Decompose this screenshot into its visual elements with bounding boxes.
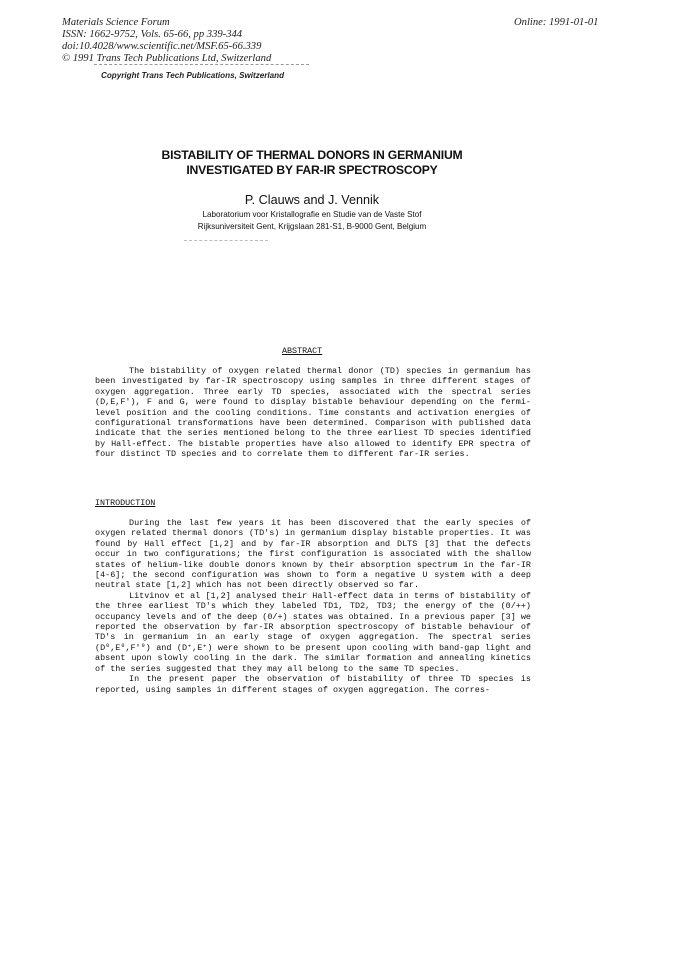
online-date: Online: 1991-01-01 <box>514 17 599 28</box>
affiliation <box>120 209 504 232</box>
title-line-1: BISTABILITY OF THERMAL DONORS IN GERMANIUM <box>161 148 463 162</box>
intro-paragraph-2 <box>95 591 531 674</box>
scan-artifact-line <box>94 64 309 65</box>
publisher-line: © 1991 Trans Tech Publications Ltd, Switzerland <box>62 53 272 64</box>
issn-line: ISSN: 1662-9752, Vols. 65-66, pp 339-344 <box>62 29 243 40</box>
copyright-notice: Copyright Trans Tech Publications, Switzerland <box>101 71 285 80</box>
abstract-paragraph: The bistability of oxygen related thermal donor (TD) species in germanium has been investigated by far-IR spectroscopy using samples in three different stages of oxygen aggregation. Three early TD species, associated with the spectral series (D,E,F'), F and G, were found to display bistable behaviour depending on the fermi-level position and the cooling conditions. Time constants and activation energies of configurational transformations have been determined. Comparison with published data indicate that the series mentioned belong to the three earliest TD species identified by Hall-effect. The bistable properties have also allowed to identify EPR spectra of four distinct TD species and to correlate them to different far-IR series. <box>95 366 531 460</box>
journal-name: Materials Science Forum <box>62 17 170 28</box>
conjunction: and <box>156 642 172 653</box>
title-line-2: INVESTIGATED BY FAR-IR SPECTROSCOPY <box>186 163 438 177</box>
doi-line[interactable]: doi:10.4028/www.scientific.net/MSF.65-66.339 <box>62 41 262 52</box>
affiliation-line-2: Rijksuniversiteit Gent, Krijgslaan 281-S1, B-9000 Gent, Belgium <box>197 221 427 231</box>
intro-paragraph-1: During the last few years it has been discovered that the early species of oxygen related thermal donors (TD's) in germanium display bistable properties. It was found by Hall effect [1,2] and by far-IR absorption and DLTS [3] that the defects occur in two configurations; the first configuration is associated with the shallow states of helium-like double donors known by their absorption spectrum in the far-IR [4-6]; the second configuration was shown to form a negative U system with a deep neutral state [1,2] which has not been directly observed so far. <box>95 518 531 591</box>
intro-paragraph-2-rest: were shown to be present upon cooling with band-gap light and absent upon slowly cooling in the dark. The similar formation and annealing kinetics of the series suggested that they may all belong to the same TD species. <box>95 642 531 674</box>
scan-artifact-line <box>184 240 268 241</box>
affiliation-line-1: Laboratorium voor Kristallografie en Studie van de Vaste Stof <box>202 210 422 219</box>
abstract-body <box>95 366 531 460</box>
spectral-series-ionized: (D⁺,E⁺) <box>176 642 213 653</box>
header-citation <box>62 17 271 65</box>
paper-authors: P. Clauws and J. Vennik <box>244 193 380 207</box>
intro-paragraph-3: In the present paper the observation of bistability of three TD species is reported, using samples in different stages of oxygen aggregation. The corres- <box>95 674 531 695</box>
spectral-series-neutral: (D⁰,E⁰,F'⁰) <box>95 642 151 653</box>
intro-paragraph-2-text: Litvinov et al [1,2] analysed their Hall-effect data in terms of bistability of the three earliest TD's which they labeled TD1, TD2, TD3; the energy of the (0/++) occupancy levels and of the deep (0/+) states was obtained. In a previous paper [3] we reported the observation by far-IR absorption spectroscopy of bistable behaviour of TD's in germanium in an early stage of oxygen aggregation. The spectral series <box>95 590 531 643</box>
abstract-heading: ABSTRACT <box>282 346 323 356</box>
paper-title <box>120 148 504 178</box>
introduction-body <box>95 518 531 695</box>
introduction-heading: INTRODUCTION <box>95 498 156 508</box>
